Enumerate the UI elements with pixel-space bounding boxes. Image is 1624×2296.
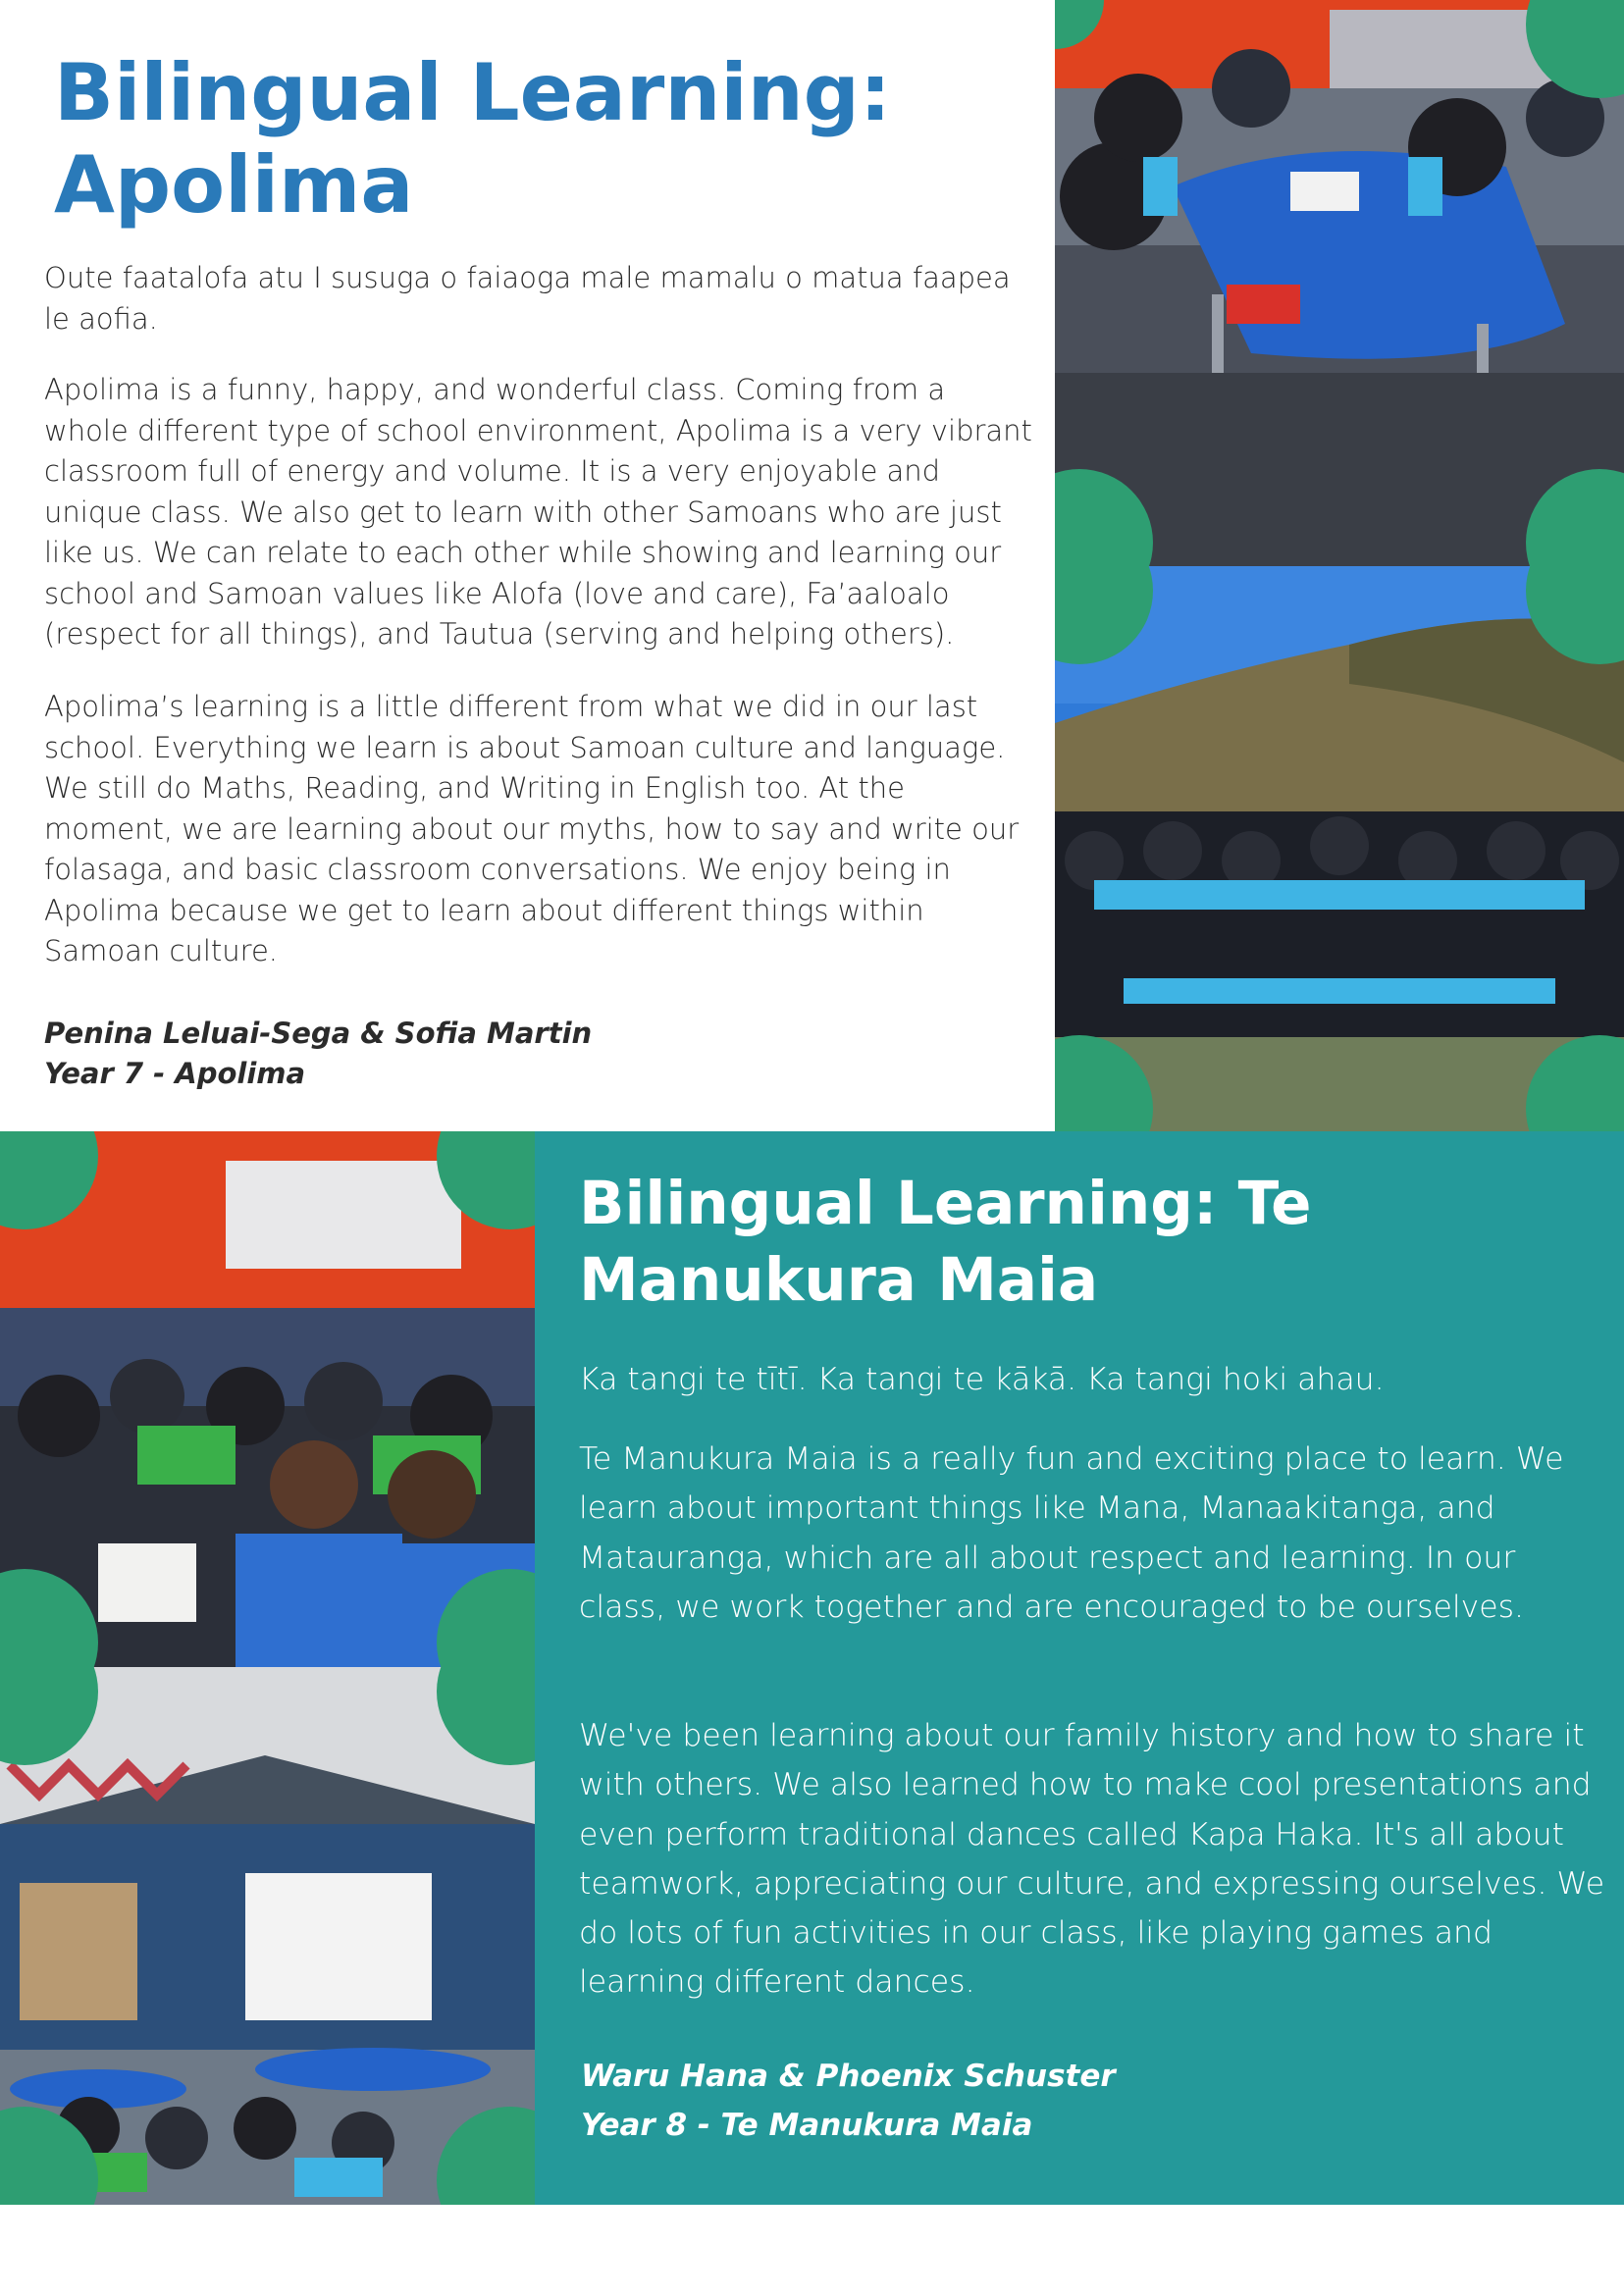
apolima-title [54, 47, 1035, 232]
apolima-paragraph-greeting: Oute faatalofa atu I susuga o faiaoga male mamalu o matua faapea le aofia. [44, 261, 1011, 336]
apolima-year: Year 7 - Apolima [44, 1057, 306, 1090]
te-manukura-maia-title-line2: Manukura Maia [579, 1245, 1099, 1315]
te-manukura-maia-classroom-photo [0, 1667, 535, 2205]
te-manukura-maia-title [579, 1166, 1609, 1319]
apolima-title-line2: Apolima [54, 139, 414, 231]
apolima-authors: Penina Leluai-Sega & Sofia Martin [44, 1017, 593, 1050]
te-manukura-maia-authors: Waru Hana & Phoenix Schuster [581, 2059, 1116, 2094]
apolima-paragraph-learning: Apolima’s learning is a little different from what we did in our last school. Everything we learn is about Samoan culture and language. We still do Maths, Reading, and Writing in English too. At the moment, we are learning about our myths, how to say and write our folasaga, and basic classroom conversations. We enjoy being in Apolima because we get to learn about different things within Samoan culture. [44, 690, 1020, 967]
te-manukura-maia-paragraph-learning: We've been learning about our family history and how to share it with others. We also learned how to make cool presentations and even perform traditional dances called Kapa Haka. It's all about teamwork, appreciating our culture, and expressing ourselves. We do lots of fun activities in our class, like playing games and learning different dances. [579, 1718, 1605, 2001]
te-manukura-maia-paragraph-proverb: Ka tangi te tītī. Ka tangi te kākā. Ka tangi hoki ahau. [579, 1362, 1385, 1397]
te-manukura-maia-year: Year 8 - Te Manukura Maia [581, 2108, 1033, 2143]
te-manukura-maia-class-photo [0, 1131, 535, 1667]
apolima-classroom-photo [1055, 0, 1624, 566]
apolima-group-photo [1055, 566, 1624, 1132]
te-manukura-maia-title-line1: Bilingual Learning: Te [579, 1169, 1312, 1238]
te-manukura-maia-paragraph-class: Te Manukura Maia is a really fun and exciting place to learn. We learn about important things like Mana, Manaakitanga, and Matauranga, which are all about respect and learning. In our class, we work together and are encouraged to be ourselves. [579, 1441, 1564, 1625]
apolima-paragraph-class: Apolima is a funny, happy, and wonderful class. Coming from a whole different type of school environment, Apolima is a very vibrant classroom full of energy and volume. It is a very enjoyable and unique class. We also get to learn with other Samoans who are just like us. We can relate to each other while showing and learning our school and Samoan values like Alofa (love and care), Fa’aaloalo (respect for all things), and Tautua (serving and helping others). [44, 373, 1032, 651]
apolima-title-line1: Bilingual Learning: [54, 47, 891, 138]
